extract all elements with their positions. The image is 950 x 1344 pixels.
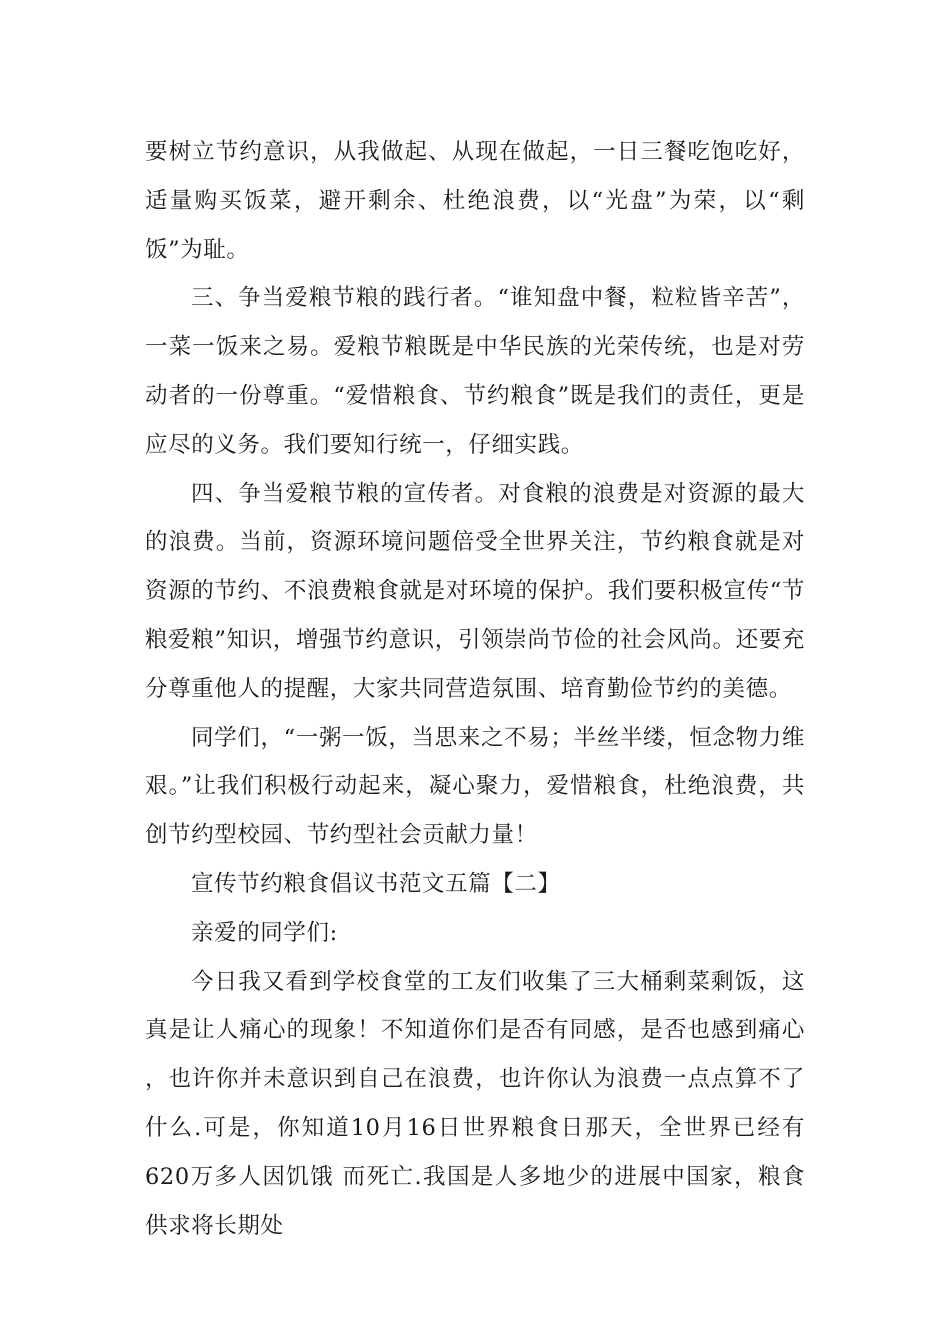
section-heading: 宣传节约粮食倡议书范文五篇【二】 <box>191 870 561 897</box>
paragraph-section-three: 三、争当爱粮节粮的践行者。“谁知盘中餐，粒粒皆辛苦”，一菜一饭来之易。爱粮节粮既是中华民族的光荣传统，也是对劳动者的一份尊重。“爱惜粮食、节约粮食”既是我们的责任，更是应尽的义务。我们要知行统一，仔细实践。 <box>145 285 805 458</box>
paragraph-continuation: 要树立节约意识，从我做起、从现在做起，一日三餐吃饱吃好，适量购买饭菜，避开剩余、杜绝浪费，以“光盘”为荣，以“剩饭”为耻。 <box>145 139 805 263</box>
document-body <box>145 128 805 1250</box>
paragraph-body: 今日我又看到学校食堂的工友们收集了三大桶剩菜剩饭，这真是让人痛心的现象！不知道你们是否有同感，是否也感到痛心 ，也许你并未意识到自己在浪费，也许你认为浪费一点点算不了什么.可是，你知道10月16日世界粮食日那天，全世界已经有620万多人因饥饿 而死亡.我国是人多地少的进展中国家，粮食供求将长期处 <box>145 968 805 1239</box>
paragraph-closing: 同学们，“一粥一饭，当思来之不易；半丝半缕，恒念物力维艰。”让我们积极行动起来，凝心聚力，爱惜粮食，杜绝浪费，共创节约型校园、节约型社会贡献力量！ <box>145 724 805 849</box>
paragraph-section-four: 四、争当爱粮节粮的宣传者。对食粮的浪费是对资源的最大的浪费。当前，资源环境问题倍受全世界关注，节约粮食就是对资源的节约、不浪费粮食就是对环境的保护。我们要积极宣传“节粮爱粮”知识，增强节约意识，引领崇尚节俭的社会风尚。还要充分尊重他人的提醒，大家共同营造氛围、培育勤俭节约的美德。 <box>145 480 805 702</box>
salutation: 亲爱的同学们: <box>191 919 338 946</box>
